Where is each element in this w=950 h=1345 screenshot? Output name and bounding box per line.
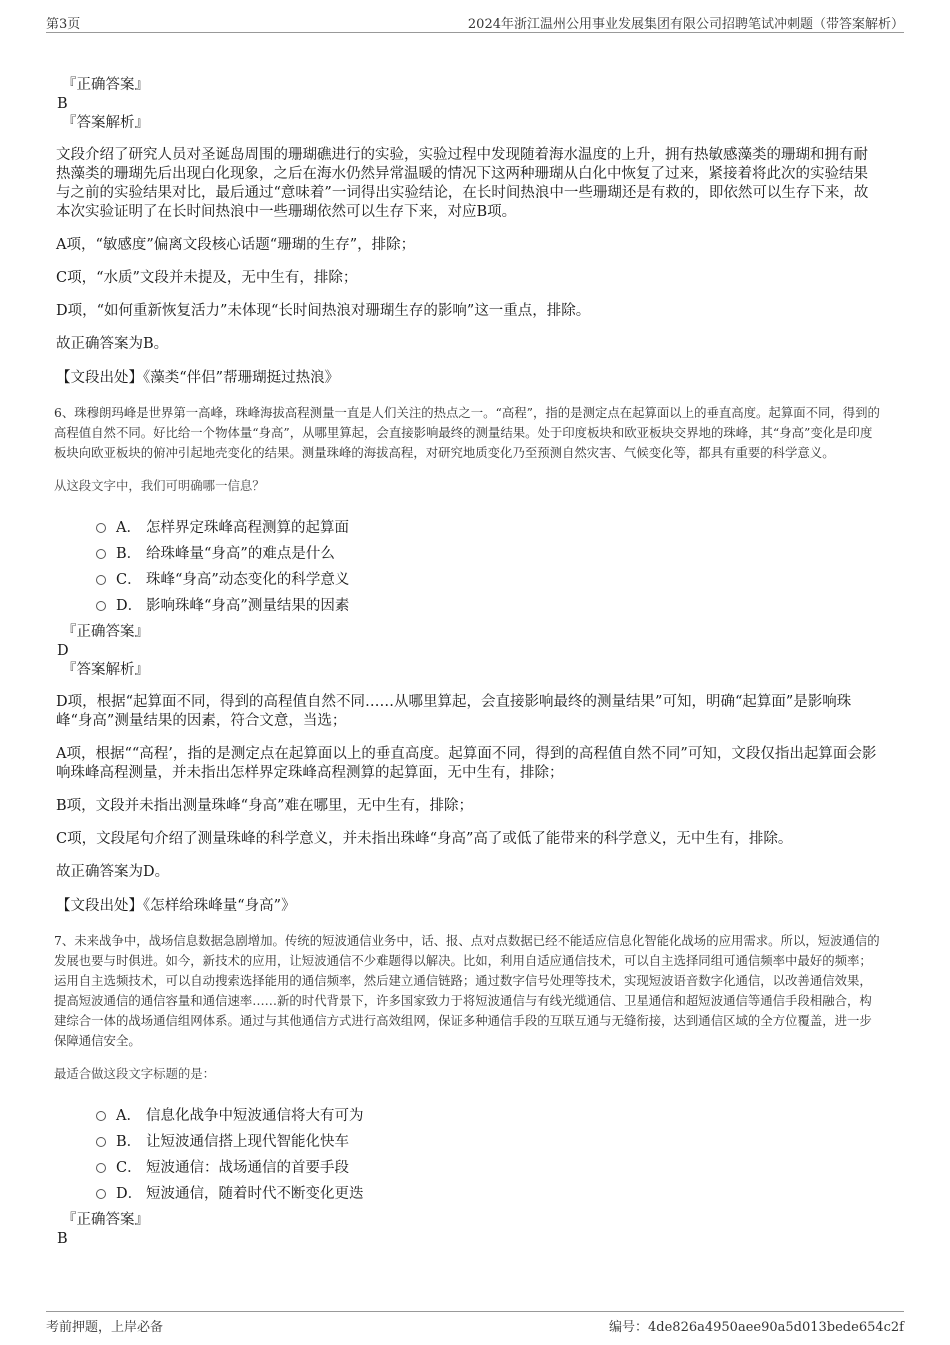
- question-prompt: 最适合做这段文字标题的是：: [54, 1066, 216, 1081]
- analysis-paragraph: B项，文段并未指出测量珠峰“身高”难在哪里，无中生有，排除；: [56, 798, 473, 814]
- option-a[interactable]: [96, 1101, 882, 1127]
- question-text: 6、珠穆朗玛峰是世界第一高峰，珠峰海拔高程测量一直是人们关注的热点之一。“高程”，指的是测定点在起算面以上的垂直高度。起算面不同，得到的高程值自然不同。好比给一个物体量“身高”，从哪里算起，会直接影响最终的测量结果。处于印度板块和欧亚板块交界地的珠峰，其“身高”变化是印度板块向欧亚板块的俯冲引起地壳变化的结果。测量珠峰的海拔高程，对研究地质变化乃至预测自然灾害、气候变化等，都具有重要的科学意义。: [54, 405, 880, 460]
- option-text: 短波通信，随着时代不断变化更迭: [146, 1185, 364, 1202]
- option-text: 怎样界定珠峰高程测算的起算面: [146, 519, 349, 536]
- question-prompt: 从这段文字中，我们可明确哪一信息？: [54, 478, 265, 493]
- option-text: 信息化战争中短波通信将大有可为: [146, 1107, 364, 1124]
- analysis-paragraph: A项，根据““高程’，指的是测定点在起算面以上的垂直高度。起算面不同，得到的高程值自然不同”可知，文段仅指出起算面会影响珠峰高程测量，并未指出怎样界定珠峰高程测算的起算面，无中生有，排除；: [56, 746, 877, 781]
- analysis-paragraph: A项，“敏感度”偏离文段核心话题“珊瑚的生存”，排除；: [56, 237, 416, 253]
- option-b[interactable]: [96, 539, 882, 565]
- option-d[interactable]: [96, 1179, 882, 1205]
- correct-answer-value: D: [57, 643, 69, 659]
- option-letter: D．: [116, 1185, 143, 1202]
- question-text: 7、未来战争中，战场信息数据急剧增加。传统的短波通信业务中，话、报、点对点数据已经不能适应信息化智能化战场的应用需求。所以，短波通信的发展也要与时俱进。如今，新技术的应用，让短波通信不少难题得以解决。比如，利用自适应通信技术，可以自主选择同组可通信频率中最好的频率；运用自主选频技术，可以自动搜索选择能用的通信频率，然后建立通信链路；通过数字信号处理等技术，实现短波语音数字化通信，以改善通信效果，提高短波通信的通信容量和通信速率……新的时代背景下，许多国家致力于将短波通信与有线光缆通信、卫星通信和超短波通信等通信手段相融合，构建综合一体的战场通信组网体系。通过与其他通信方式进行高效组网，保证多种通信手段的互联互通与无缝衔接，达到通信区域的全方位覆盖，进一步保障通信安全。: [54, 933, 880, 1048]
- option-c[interactable]: [96, 565, 882, 591]
- radio-icon[interactable]: [96, 1189, 106, 1199]
- radio-icon[interactable]: [96, 1163, 106, 1173]
- radio-icon[interactable]: [96, 1137, 106, 1147]
- option-letter: D．: [116, 597, 143, 614]
- question-7-block: [56, 931, 882, 1249]
- analysis-paragraph: C项，文段尾句介绍了测量珠峰的科学意义，并未指出珠峰“身高”高了或低了能带来的科学意义，无中生有，排除。: [56, 831, 793, 847]
- option-letter: B．: [116, 545, 142, 562]
- document-code: 编号：4de826a4950aee90a5d013bede654c2f: [609, 1320, 904, 1335]
- correct-answer-label: 『正确答案』: [62, 624, 149, 640]
- correct-answer-value: B: [57, 1231, 68, 1247]
- page-number: 第3页: [46, 17, 81, 32]
- analysis-paragraph: 故正确答案为B。: [56, 336, 169, 352]
- document-title: 2024年浙江温州公用事业发展集团有限公司招聘笔试冲刺题（带答案解析）: [467, 17, 904, 32]
- page-header: [46, 10, 904, 33]
- source-citation: 【文段出处】《藻类“伴侣”帮珊瑚挺过热浪》: [56, 370, 340, 386]
- option-letter: B．: [116, 1133, 142, 1150]
- option-text: 让短波通信搭上现代智能化快车: [146, 1133, 349, 1150]
- option-letter: C．: [116, 1159, 142, 1176]
- question-5-answer-block: [56, 76, 882, 388]
- option-letter: A．: [116, 519, 141, 536]
- option-list: [96, 513, 882, 617]
- page-footer: [46, 1311, 904, 1338]
- radio-icon[interactable]: [96, 575, 106, 585]
- source-citation: 【文段出处】《怎样给珠峰量“身高”》: [56, 898, 296, 914]
- analysis-paragraph: 故正确答案为D。: [56, 864, 170, 880]
- option-b[interactable]: [96, 1127, 882, 1153]
- correct-answer-label: 『正确答案』: [62, 77, 149, 93]
- option-letter: C．: [116, 571, 142, 588]
- analysis-paragraph: C项，“水质”文段并未提及，无中生有，排除；: [56, 270, 358, 286]
- option-letter: A．: [116, 1107, 141, 1124]
- option-d[interactable]: [96, 591, 882, 617]
- analysis-paragraph: D项，“如何重新恢复活力”未体现“长时间热浪对珊瑚生存的影响”这一重点，排除。: [56, 303, 591, 319]
- main-content: [56, 76, 882, 1249]
- correct-answer-value: B: [57, 96, 68, 112]
- analysis-label: 『答案解析』: [62, 115, 149, 131]
- analysis-label: 『答案解析』: [62, 662, 149, 678]
- option-a[interactable]: [96, 513, 882, 539]
- analysis-paragraph: 文段介绍了研究人员对圣诞岛周围的珊瑚礁进行的实验，实验过程中发现随着海水温度的上升，拥有热敏感藻类的珊瑚和拥有耐热藻类的珊瑚先后出现白化现象，之后在海水仍然异常温暖的情况下这两种珊瑚从白化中恢复了过来，紧接着将此次的实验结果与之前的实验结果对比，最后通过“意味着”一词得出实验结论，在长时间热浪中一些珊瑚还是有救的，即依然可以生存下来，故本次实验证明了在长时间热浪中一些珊瑚依然可以生存下来，对应B项。: [56, 147, 869, 220]
- option-text: 给珠峰量“身高”的难点是什么: [146, 545, 335, 562]
- question-6-block: [56, 403, 882, 916]
- option-text: 影响珠峰“身高”测量结果的因素: [146, 597, 350, 614]
- option-text: 短波通信：战场通信的首要手段: [146, 1159, 349, 1176]
- correct-answer-label: 『正确答案』: [62, 1212, 149, 1228]
- footer-slogan: 考前押题，上岸必备: [46, 1320, 164, 1335]
- analysis-paragraph: D项，根据“起算面不同，得到的高程值自然不同……从哪里算起，会直接影响最终的测量结果”可知，明确“起算面”是影响珠峰“身高”测量结果的因素，符合文意，当选；: [56, 694, 852, 729]
- radio-icon[interactable]: [96, 549, 106, 559]
- option-text: 珠峰“身高”动态变化的科学意义: [146, 571, 350, 588]
- option-c[interactable]: [96, 1153, 882, 1179]
- radio-icon[interactable]: [96, 601, 106, 611]
- radio-icon[interactable]: [96, 1111, 106, 1121]
- option-list: [96, 1101, 882, 1205]
- radio-icon[interactable]: [96, 523, 106, 533]
